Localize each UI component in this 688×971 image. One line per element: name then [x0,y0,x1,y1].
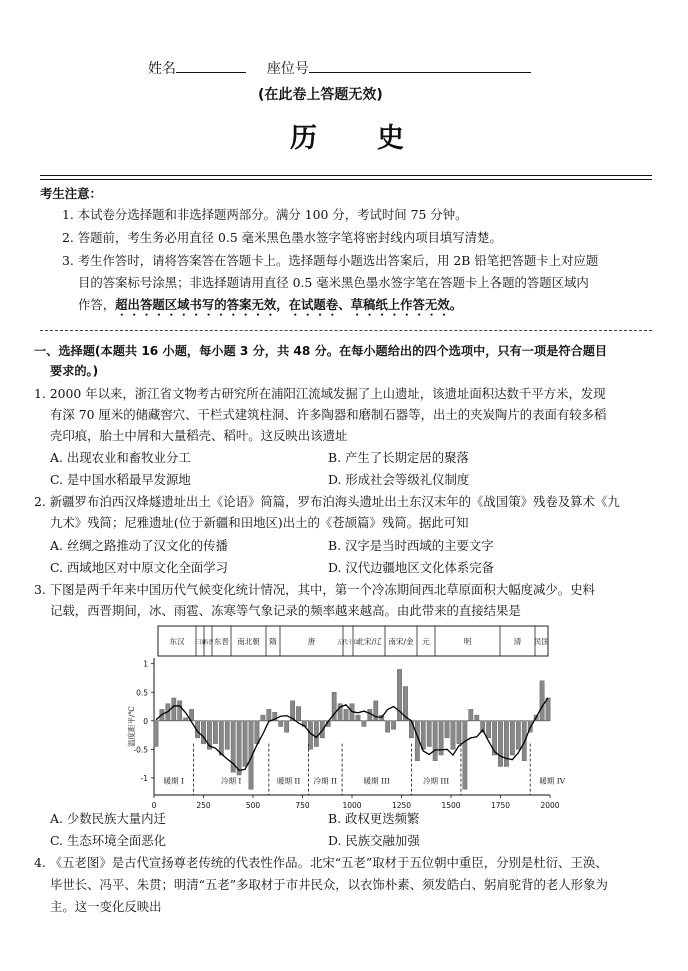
bar [344,709,348,720]
bar [267,709,271,720]
bar [427,721,431,747]
dynasty-label: 南北朝 [237,637,260,646]
y-tick-label: -1 [140,773,148,783]
bar [154,721,158,747]
q3-option-d: D. 民族交融加强 [328,833,420,848]
bar [314,721,318,747]
q2-option-d: D. 汉代边疆地区文化体系完备 [328,560,495,575]
bar [356,715,360,721]
period-label: 暖期 IV [539,776,566,786]
x-tick-label: 1000 [342,801,362,810]
bar [475,715,479,721]
bar [225,721,229,750]
dynasty-label: 五代十国 [336,640,360,646]
notice-item-3-cont: 目的答案标号涂黑；非选择题请用直径 0.5 毫米黑色墨水签字笔在答题卡上各题的答题区域内 [78,275,589,290]
bar [516,721,520,750]
notice-item-3-tail: 作答， [78,297,116,312]
climate-chart [120,620,566,812]
bar [546,698,550,721]
dynasty-label: 隋 [269,637,277,646]
name-field-row [148,58,531,78]
q1-stem-1: 1. 2000 年以来，浙江省文物考古研究所在浦阳江流域发掘了上山遗址，该遗址面积达数千平方米，发现 [34,386,606,401]
x-tick-label: 0 [151,801,157,810]
x-tick-label: 1500 [441,801,461,810]
q1-option-a: A. 出现农业和畜牧业分工 [50,450,191,465]
y-tick-label: 0.5 [136,688,148,698]
notice-heading: 考生注意： [40,186,102,201]
q4-stem-3: 主。这一变化反映出 [50,899,162,914]
dynasty-label: 东汉 [169,637,185,646]
dynasty-label: 民国 [534,637,549,646]
q1-option-c: C. 是中国水稻最早发源地 [50,472,191,487]
bar [504,721,508,767]
dynasty-label: 南宋/金 [388,637,414,646]
period-label: 暖期 III [363,776,390,786]
notice-item-3-cont2 [78,294,462,319]
section-heading-cont: 要求的。) [50,364,99,378]
dynasty-label: 唐 [307,637,316,646]
period-label: 暖期 I [163,776,184,786]
q4-stem-2: 毕世长、冯平、朱贯；明清“五老”多取材于市井民众，以衣饰朴素、须发皓白、躬肩驼背的老人形象为 [50,877,608,892]
bar [279,721,283,727]
bar [510,721,514,755]
x-tick-label: 2000 [540,801,560,810]
bar [463,721,467,789]
bar [540,681,544,721]
bar [296,707,300,721]
bar [284,721,288,732]
y-tick-label: 1 [143,659,148,669]
seat-blank [309,58,531,73]
y-axis-label: 温度距平/℃ [127,706,136,747]
q2-stem-2: 九术》残简；尼雅遗址(位于新疆和田地区)出土的《苍颉篇》残简。据此可知 [50,515,469,530]
bar [243,721,247,767]
period-label: 冷期 I [221,776,242,786]
y-tick-label: 0 [143,716,148,726]
bar [261,715,265,721]
dynasty-label: 清 [513,637,522,646]
q3-stem-1: 3. 下图是两千年来中国历代气候变化统计情况，其中，第一个冷冻期间西北草原面积大幅度减少。史料 [34,582,595,597]
q2-stem-1: 2. 新疆罗布泊西汉烽燧遗址出土《论语》简篇，罗布泊海头遗址出土东汉末年的《战国策》残卷及算术《九 [34,494,620,509]
divider-mid [40,330,652,331]
bar [457,721,461,744]
notice-item-3: 3. 考生作答时，请将答案答在答题卡上。选择题每小题选出答案后，用 2B 铅笔把答题卡上对应题 [62,253,599,268]
bar [184,718,188,721]
q3-option-b: B. 政权更迭频繁 [328,811,420,826]
seat-label: 座位号 [266,61,309,77]
bar [445,721,449,738]
dynasty-label: 东晋 [214,637,229,646]
bar [255,721,259,744]
bar [237,721,241,775]
bar [219,721,223,755]
dynasty-label: 北宋/辽 [356,637,382,646]
page-title: 历 史 [290,123,406,154]
bar [368,709,372,720]
x-tick-label: 500 [245,801,261,810]
q3-option-c: C. 生态环境全面恶化 [50,833,167,848]
q4-stem-1: 4. 《五老图》是古代宣扬尊老传统的代表性作品。北宋“五老”取材于五位朝中重臣，分别是杜衍、王涣、 [34,855,608,870]
bar [421,721,425,750]
x-tick-label: 1250 [391,801,412,810]
bar [385,721,389,732]
section-heading: 一、选择题(本题共 16 小题，每小题 3 分，共 48 分。在每小题给出的四个选项中，只有一项是符合题目 [34,344,608,358]
q2-option-c: C. 西域地区对中原文化全面学习 [50,560,228,575]
bar [451,721,455,750]
bar [498,721,502,767]
x-tick-label: 250 [196,801,211,810]
notice-item-1: 1. 本试卷分选择题和非选择题两部分。满分 100 分，考试时间 75 分钟。 [62,207,468,222]
bar [486,721,490,738]
q2-option-b: B. 汉字是当时西域的主要文字 [328,538,494,553]
invalid-note: (在此卷上答题无效) [258,87,383,103]
dynasty-label: 元 [422,637,430,646]
name-label: 姓名 [148,61,176,77]
q3-option-a: A. 少数民族大量内迁 [50,811,166,826]
divider-top [40,175,652,176]
y-tick-label: -0.5 [133,745,148,755]
name-blank [176,58,246,73]
q1-option-d: D. 形成社会等级礼仪制度 [328,472,470,487]
bar [469,709,473,720]
q3-stem-2: 记载，西晋期间，冰、雨雹、冻寒等气象记录的频率越来越高。由此带来的直接结果是 [50,603,521,618]
q1-stem-2: 有深 70 厘米的储藏窖穴、干栏式建筑柱洞、许多陶器和磨制石器等，出土的夹炭陶片的表面有较多稻 [50,407,607,422]
dynasty-label: 明 [463,637,472,646]
bar [374,701,378,721]
bar [178,701,182,721]
x-tick-label: 1750 [490,801,511,810]
q1-stem-3: 壳印痕，胎土中屑和大量稻壳、稻叶。这反映出该遗址 [50,428,348,443]
bar [433,721,437,761]
x-tick-label: 750 [295,801,310,810]
divider-top-2 [40,179,652,180]
bar [172,698,176,721]
bar [213,721,217,744]
period-label: 冷期 III [423,776,450,786]
bar [391,721,395,730]
dynasty-label: 三国 [194,640,206,646]
bar [362,721,366,727]
q1-option-b: B. 产生了长期定居的聚落 [328,450,469,465]
notice-item-2: 2. 答题前，考生务必用直径 0.5 毫米黑色墨水签字笔将密封线内项目填写清楚。 [62,230,502,245]
period-label: 冷期 II [313,776,337,786]
notice-emphasis: 超出答题区域书写的答案无效，在试题卷、草稿纸上作答无效。 [115,297,463,312]
period-label: 暖期 II [276,776,301,786]
dynasty-label: 西晋 [202,640,214,646]
q2-option-a: A. 丝绸之路推动了汉文化的传播 [50,538,228,553]
